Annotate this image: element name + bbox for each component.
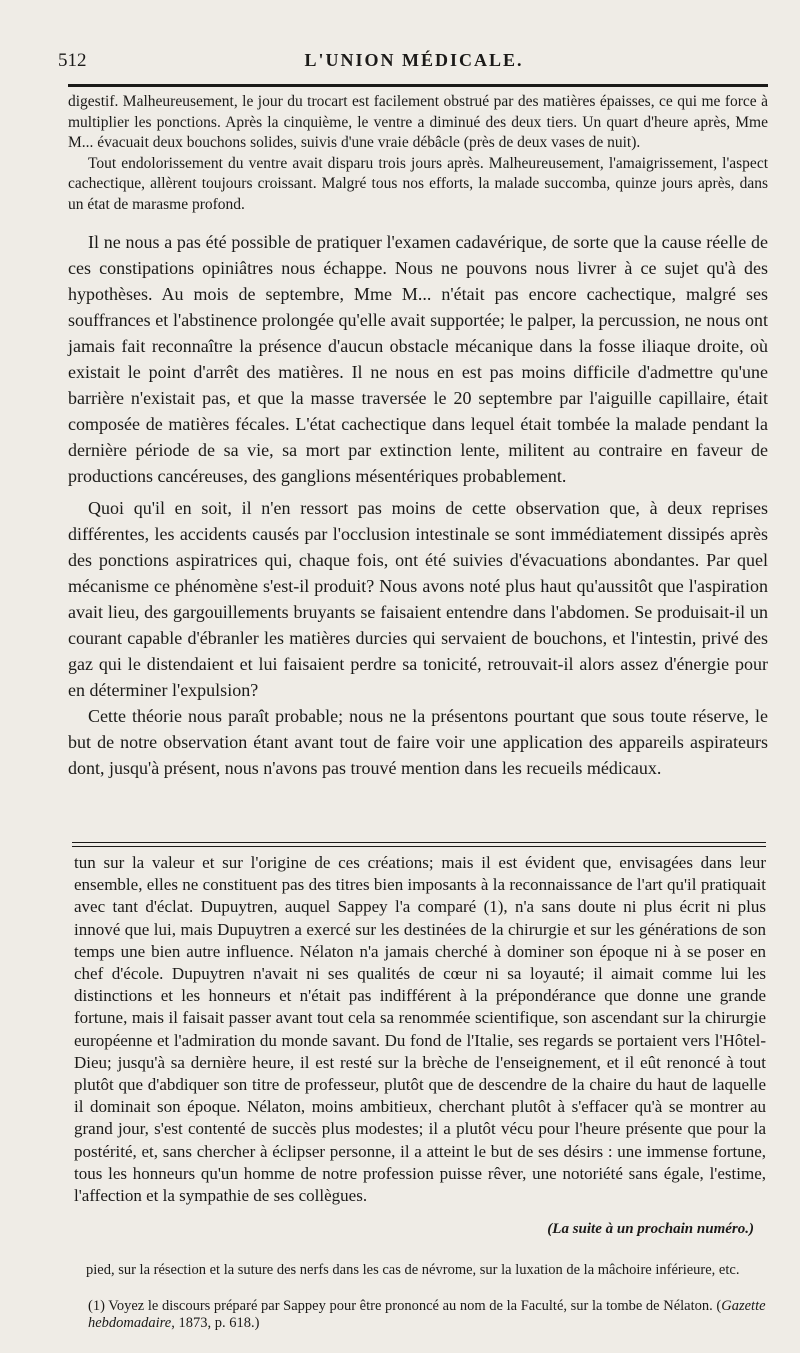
footnote-1 <box>88 1298 768 1332</box>
article-body <box>68 92 768 781</box>
article-paragraph: Cette théorie nous paraît probable; nous ne la présentons pourtant que sous toute réserve, le but de notre observation étant avant tout de faire voir une application des appareils aspirateurs dont, jusqu'à présent, nous n'avons pas trouvé mention dans les recueils médicaux. <box>68 706 768 778</box>
running-title: L'UNION MÉDICALE. <box>304 50 524 70</box>
article-paragraph: Il ne nous a pas été possible de pratiquer l'examen cadavérique, de sorte que la cause réelle de ces constipations opiniâtres nous échappe. Nous ne pouvons nous livrer à ce sujet qu'à des hypothèses. Au mois de septembre, Mme M... n'était pas encore cachectique, malgré ses souffrances et l'abstinence prolongée qu'elle avait supportée; le palper, la percussion, ne nous ont jamais fait reconnaître la présence d'aucun obstacle mécanique dans la fosse iliaque droite, où existait le point d'arrêt des matières. Il ne nous en est pas moins difficile d'admettre qu'une barrière n'existait pas, et que la masse traversée le 20 septembre par l'aiguille capillaire, était composée de matières fécales. L'état cachectique dans lequel était tombée la malade pendant la dernière période de sa vie, sa mort par extinction lente, militent au contraire en faveur de productions cancéreuses, des ganglions mésentériques probablement. <box>68 232 768 486</box>
article-paragraph: digestif. Malheureusement, le jour du trocart est facilement obstrué par des matières épaisses, ce qui me force à multiplier les ponctions. Après la cinquième, le ventre a diminué des deux tiers. Un quart d'heure après, Mme M... évacuait deux bouchons solides, suivis d'une vraie débâcle (près de deux vases de nuit). <box>68 93 768 151</box>
continued-note: (La suite à un prochain numéro.) <box>547 1221 754 1237</box>
article-paragraph: Quoi qu'il en soit, il n'en ressort pas moins de cette observation que, à deux reprises différentes, les accidents causés par l'occlusion intestinale se sont immédiatement dissipés après des ponctions aspiratrices qui, chaque fois, ont été suivies d'évacuations abondantes. Par quel mécanisme ce phénomène s'est-il produit? Nous avons noté plus haut qu'aussitôt que l'aspiration avait lieu, des gargouillements bruyants se faisaient entendre dans l'abdomen. Se produisait-il un courant capable d'ébranler les matières durcies qui servaient de bouchons, et l'intestin, privé des gaz qui le distendaient et lui faisaient perdre sa tonicité, retrouvait-il alors assez d'énergie pour en déterminer l'expulsion? <box>68 498 768 700</box>
feuilleton-paragraph: tun sur la valeur et sur l'origine de ces créations; mais il est évident que, envisagées dans leur ensemble, elles ne constituent pas des titres bien imposants à la reconnaissance de l'art qu'il pratiquait avec tant d'éclat. Dupuytren, auquel Sappey l'a comparé (1), n'a sans doute ni plus écrit ni plus innové que lui, mais Dupuytren a exercé sur les destinées de la chirurgie et sur les générations de son temps une bien autre influence. Nélaton n'a jamais cherché à dominer son époque ni à se poser en chef d'école. Dupuytren n'avait ni ses qualités de cœur ni sa loyauté; il aimait comme lui les distinctions et les honneurs et n'était pas indifférent à la prépondérance que donne une grande fortune, mais il faisait passer avant tout cela sa renommée scientifique, son ascendant sur la chirurgie européenne et l'admiration du monde savant. Du fond de l'Italie, ses regards se portaient vers l'Hôtel-Dieu; jusqu'à sa dernière heure, il est resté sur la brèche de l'enseignement, et il eût renoncé à tout plutôt que d'abdiquer son titre de professeur, plutôt que de descendre de la chaire du haut de laquelle il dominait son époque. Nélaton, moins ambitieux, cherchant plutôt à s'effacer qu'à se montrer au grand jour, s'est contenté de succès plus modestes; il a plutôt vécu pour l'heure présente que pour la postérité, et, sans chercher à éclipser personne, il a atteint le but de ses désirs : une immense fortune, tous les honneurs qu'un homme de notre profession puisse rêver, une notoriété sans égale, l'estime, l'affection et la sympathie de ses collègues. <box>74 853 766 1206</box>
footnote-text: (1) Voyez le discours préparé par Sappey pour être prononcé au nom de la Faculté, sur la tombe de Nélaton. ( <box>88 1298 722 1314</box>
footnote-end: , 1873, p. 618.) <box>171 1315 260 1331</box>
footnote-journal: Gazette hebdomadaire <box>88 1298 766 1331</box>
page-number: 512 <box>58 50 87 71</box>
page-header <box>58 50 770 74</box>
header-rule <box>68 84 768 87</box>
footnote-carryover: pied, sur la résection et la suture des nerfs dans les cas de névrome, sur la luxation de la mâchoire inférieure, etc. <box>86 1262 740 1278</box>
feuilleton-body <box>74 852 766 1207</box>
article-paragraph: Tout endolorissement du ventre avait disparu trois jours après. Malheureusement, l'amaigrissement, l'aspect cachectique, allèrent toujours croissant. Malgré tous nos efforts, la malade succomba, quinze jours après, dans un état de marasme profond. <box>68 154 768 213</box>
feuilleton-separator <box>72 842 766 847</box>
